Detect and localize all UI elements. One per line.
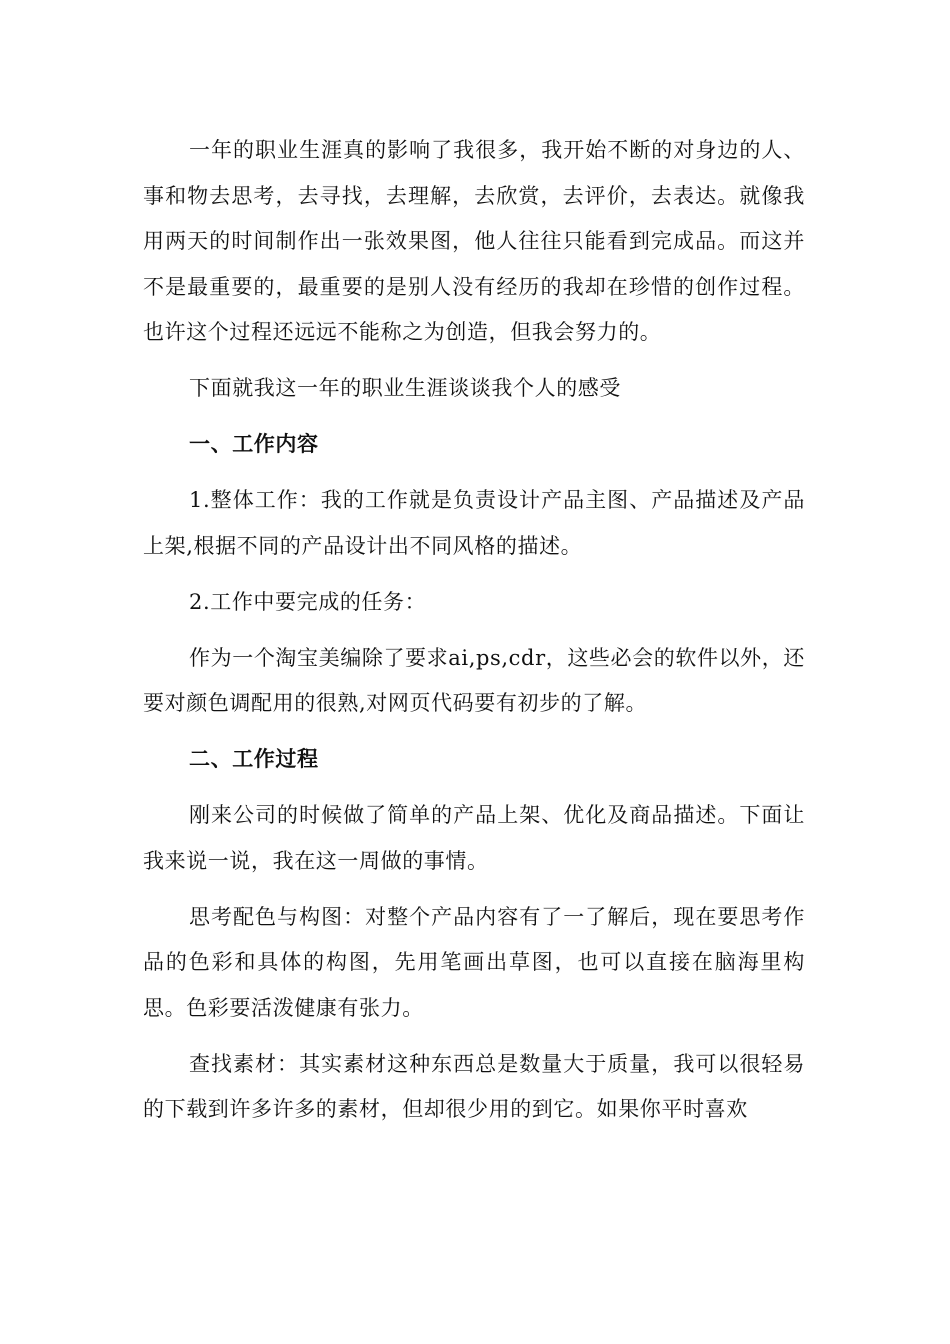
paragraph-overall-work: 1.整体工作：我的工作就是负责设计产品主图、产品描述及产品上架,根据不同的产品设计出不同风格的描述。 — [143, 488, 805, 558]
section-heading-work-process: 二、工作过程 — [189, 747, 319, 771]
paragraph-first-week: 刚来公司的时候做了简单的产品上架、优化及商品描述。下面让我来说一说，我在这一周做的事情。 — [143, 803, 805, 873]
section-heading-work-content: 一、工作内容 — [189, 432, 319, 456]
paragraph-intro: 一年的职业生涯真的影响了我很多，我开始不断的对身边的人、事和物去思考，去寻找，去理解，去欣赏，去评价，去表达。就像我用两天的时间制作出一张效果图，他人往往只能看到完成品。而这并不是最重要的，最重要的是别人没有经历的我却在珍惜的创作过程。也许这个过程还远远不能称之为创造，但我会努力的。 — [143, 138, 805, 344]
paragraph-lead-in: 下面就我这一年的职业生涯谈谈我个人的感受 — [189, 376, 621, 400]
paragraph-find-materials: 查找素材：其实素材这种东西总是数量大于质量，我可以很轻易的下载到许多许多的素材，但却很少用的到它。如果你平时喜欢 — [143, 1051, 805, 1121]
document-body — [143, 128, 805, 1143]
paragraph-color-composition: 思考配色与构图：对整个产品内容有了一了解后，现在要思考作品的色彩和具体的构图，先用笔画出草图，也可以直接在脑海里构思。色彩要活泼健康有张力。 — [143, 904, 805, 1020]
paragraph-tasks-detail: 作为一个淘宝美编除了要求ai,ps,cdr，这些必会的软件以外，还要对颜色调配用的很熟,对网页代码要有初步的了解。 — [143, 645, 805, 715]
paragraph-tasks-title: 2.工作中要完成的任务： — [189, 589, 427, 614]
